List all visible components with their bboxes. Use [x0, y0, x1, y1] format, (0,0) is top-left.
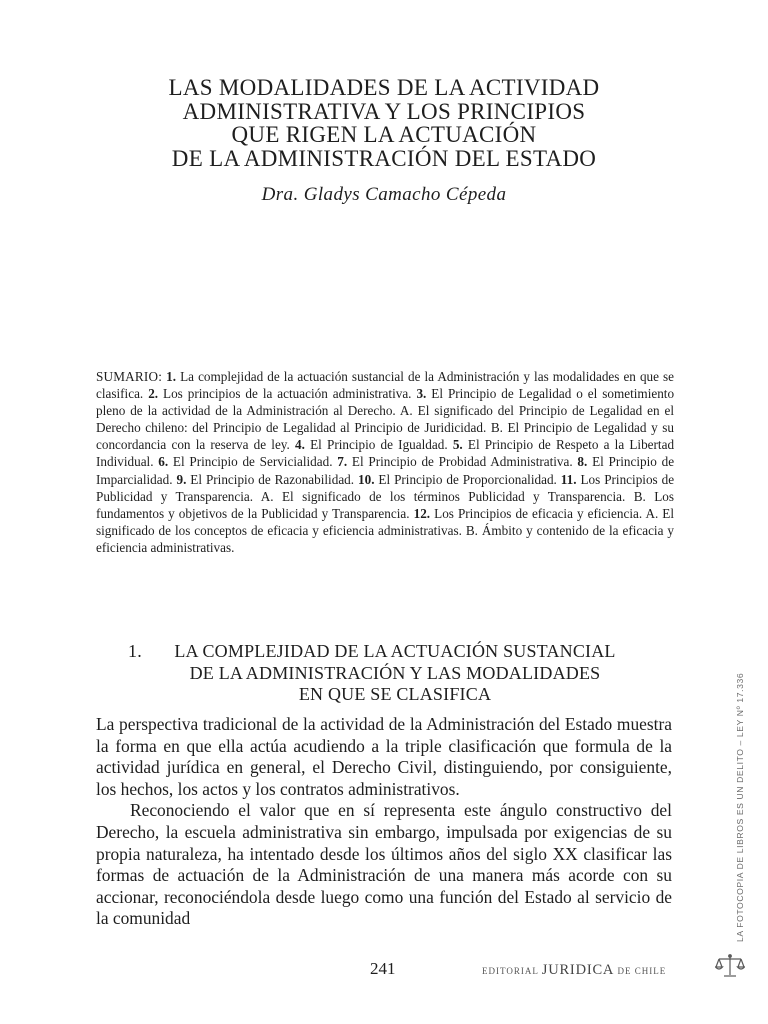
- summary-item-text: El Principio de Respeto a la Libertad Individual.: [96, 437, 675, 470]
- title-line: DE LA ADMINISTRACIÓN DEL ESTADO: [171, 145, 597, 171]
- publisher-name: JURIDICA: [541, 962, 615, 978]
- title-line: LAS MODALIDADES DE LA ACTIVIDAD: [168, 75, 600, 100]
- summary-item-number: 10.: [358, 471, 375, 487]
- summary-item-number: 6.: [158, 454, 169, 470]
- summary-item-text: El Principio de Probidad Administrativa.: [351, 454, 573, 470]
- publisher-suffix: DE CHILE: [617, 966, 667, 976]
- body-paragraph: Reconociendo el valor que en sí representa este ángulo constructivo del Derecho, la escuela administrativa sin embargo, impulsada por exigencias de su propia naturaleza, ha intentado desde los últimos años del siglo XX clasificar las formas de actuación de la Administración de una manera más acorde con su accionar, reconociéndola desde luego como una función del Estado al servicio de la comunidad: [96, 800, 672, 929]
- summary-item-text: El Principio de Imparcialidad.: [96, 454, 675, 487]
- summary-item-text: La complejidad de la actuación sustancial de la Administración y las modalidades en que se clasifica.: [96, 369, 675, 402]
- summary-item-text: El Principio de Servicialidad.: [172, 454, 333, 470]
- summary-item-text: Los Principios de Publicidad y Transparencia. A. El significado de los términos Publicidad y Transparencia. B. Los fundamentos y objetivos de la Publicidad y Transparencia.: [96, 471, 675, 521]
- section-heading-line: EN QUE SE CLASIFICA: [298, 684, 492, 704]
- body-text: [96, 714, 672, 930]
- author-name: Dra. Gladys Camacho Cépeda: [261, 184, 507, 205]
- publisher-prefix: EDITORIAL: [482, 966, 539, 976]
- summary-item-number: 2.: [148, 386, 159, 402]
- section-heading-line: LA COMPLEJIDAD DE LA ACTUACIÓN SUSTANCIAL: [174, 641, 616, 661]
- section-heading-line: DE LA ADMINISTRACIÓN Y LAS MODALIDADES: [189, 662, 601, 683]
- summary-item-text: El Principio de Legalidad o el sometimiento pleno de la actividad de la Administración al Derecho. A. El significado del Principio de Legalidad en el Derecho chileno: del Principio de Legalidad al Principio de Juridicidad. B. El Principio de Legalidad y su concordancia con la reserva de ley.: [96, 386, 675, 453]
- summary-item-text: El Principio de Proporcionalidad.: [378, 471, 557, 487]
- summary-block: [96, 368, 674, 556]
- publisher-imprint: [482, 962, 666, 979]
- summary-item-number: 5.: [452, 437, 463, 453]
- summary-item-number: 9.: [176, 471, 187, 487]
- summary-item-text: Los principios de la actuación administrativa.: [163, 386, 412, 402]
- scales-icon: [715, 953, 745, 979]
- summary-item-number: 8.: [577, 454, 588, 470]
- title-line: ADMINISTRATIVA Y LOS PRINCIPIOS: [182, 98, 586, 124]
- summary-item-text: El Principio de Razonabilidad.: [190, 471, 355, 487]
- body-paragraph: La perspectiva tradicional de la actividad de la Administración del Estado muestra la forma en que ella actúa acudiendo a la triple clasificación que formula de la actividad jurídica en general, el Derecho Civil, distinguiendo, por consiguiente, los hechos, los actos y los contratos administrativos.: [96, 714, 672, 799]
- summary-item-number: 12.: [413, 505, 431, 521]
- page-number: 241: [370, 959, 396, 978]
- section-number: 1.: [128, 641, 142, 661]
- summary-item-number: 3.: [416, 386, 427, 402]
- document-title: [60, 76, 708, 170]
- summary-item-number: 1.: [166, 369, 177, 384]
- summary-item-text: El Principio de Igualdad.: [310, 437, 448, 453]
- copyright-side-note: LA FOTOCOPIA DE LIBROS ES UN DELITO – LEY Nº 17.336: [735, 672, 745, 942]
- section-heading: [100, 641, 690, 706]
- summary-label: SUMARIO:: [96, 369, 163, 384]
- title-line: QUE RIGEN LA ACTUACIÓN: [231, 122, 537, 147]
- summary-item-text: Los Principios de eficacia y eficiencia. A. El significado de los conceptos de eficacia y eficiencia administrativas. B. Ámbito y contenido de la eficacia y eficiencia administrativas.: [96, 505, 675, 555]
- summary-item-number: 11.: [560, 471, 577, 487]
- summary-item-number: 4.: [295, 437, 305, 453]
- summary-item-number: 7.: [337, 454, 348, 470]
